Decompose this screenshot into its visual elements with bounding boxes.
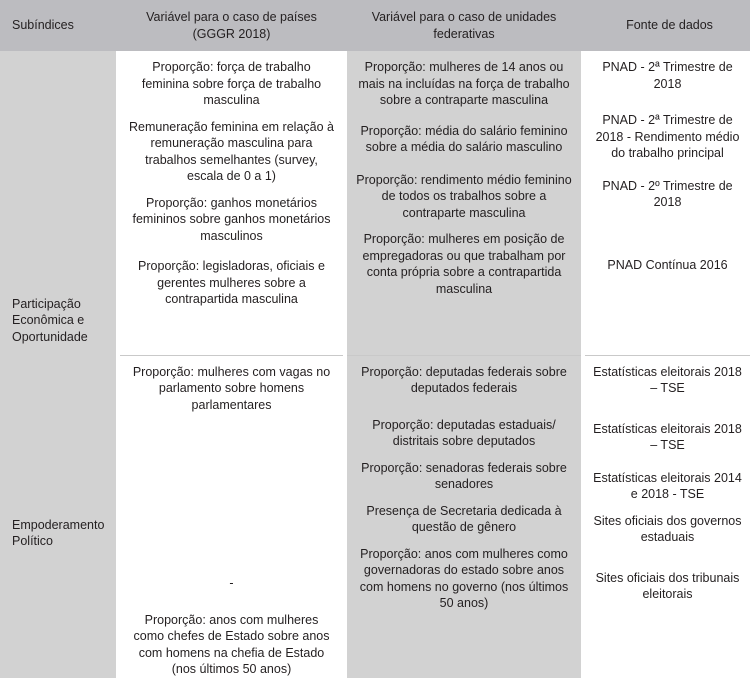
source-item: PNAD - 2º Trimestre de 2018 [602,178,733,209]
variable-item: Proporção: anos com mulheres como governadoras do estado sobre anos com homens no governo (nos últimos 50 anos) [359,546,569,610]
paises-variables-cell-section-a [118,51,345,355]
table-row [0,51,750,355]
column-header-fonte-de-dados: Fonte de dados [583,0,750,51]
column-header-paises-line1: Variável para o caso de países [146,9,317,24]
column-header-paises [118,0,345,51]
variable-item: Remuneração feminina em relação à remuneração masculina para trabalhos semelhantes (survey, escala de 0 a 1) [129,119,334,183]
subindice-line1: Participação [12,296,81,311]
source-item: PNAD - 2ª Trimestre de 2018 - Rendimento médio do trabalho principal [595,113,740,160]
variable-item-empty: - [229,576,234,590]
subindice-line2: Político [12,534,53,548]
variable-item: Proporção: média do salário feminino sobre a média do salário masculino [360,123,568,154]
subindice-line1: Empoderamento [12,517,105,532]
column-header-unidades-line1: Variável para o caso de unidades [371,9,557,24]
source-item: Estatísticas eleitorais 2018 – TSE [593,364,742,395]
header-row [0,0,750,51]
variable-item: Proporção: rendimento médio feminino de todos os trabalhos sobre a contraparte masculina [356,172,572,220]
table-body [0,51,750,678]
subindice-cell-participacao-economica [0,51,118,355]
subindice-line3: Oportunidade [12,329,88,344]
source-item: Estatísticas eleitorais 2014 e 2018 - TSE [593,470,742,501]
column-header-subindices: Subíndices [0,0,118,51]
source-item: Estatísticas eleitorais 2018 – TSE [593,421,742,452]
variable-item: Proporção: mulheres de 14 anos ou mais na incluídas na força de trabalho sobre a contraparte masculina [358,60,570,107]
variable-item: Proporção: legisladoras, oficiais e gerentes mulheres sobre a contrapartida masculina [138,259,325,306]
fonte-cell-section-b [583,355,750,678]
unidades-variables-cell-section-a [345,51,583,355]
source-item: Sites oficiais dos governos estaduais [593,513,742,544]
variable-item: Presença de Secretaria dedicada à questão de gênero [366,503,562,534]
variable-item: Proporção: senadoras federais sobre senadores [361,460,567,491]
fonte-cell-section-a [583,51,750,355]
source-item: PNAD Contínua 2016 [607,257,728,272]
column-header-unidades-line2: federativas [433,26,495,41]
table-header [0,0,750,51]
column-header-unidades-federativas [345,0,583,51]
variable-item: Proporção: deputadas federais sobre deputados federais [361,364,567,395]
paises-variables-cell-section-b [118,355,345,678]
column-header-paises-line2: (GGGR 2018) [192,26,271,41]
table-row [0,355,750,678]
variable-item: Proporção: deputadas estaduais/ distritais sobre deputados [372,417,556,448]
subindice-cell-empoderamento-politico [0,355,118,678]
variable-item: Proporção: anos com mulheres como chefes de Estado sobre anos com homens na chefia de Estado (nos últimos 50 anos) [133,612,330,676]
variable-item: Proporção: força de trabalho feminina sobre força de trabalho masculina [141,60,322,107]
variable-item: Proporção: ganhos monetários femininos sobre ganhos monetários masculinos [132,195,331,243]
variable-item: Proporção: mulheres em posição de empregadoras ou que trabalham por conta própria sobre a contrapartida masculina [362,232,566,296]
subindice-line2: Econômica e [12,313,85,327]
source-item: Sites oficiais dos tribunais eleitorais [595,570,740,601]
variable-item: Proporção: mulheres com vagas no parlamento sobre homens parlamentares [132,364,331,412]
unidades-variables-cell-section-b [345,355,583,678]
source-item: PNAD - 2ª Trimestre de 2018 [602,60,733,91]
